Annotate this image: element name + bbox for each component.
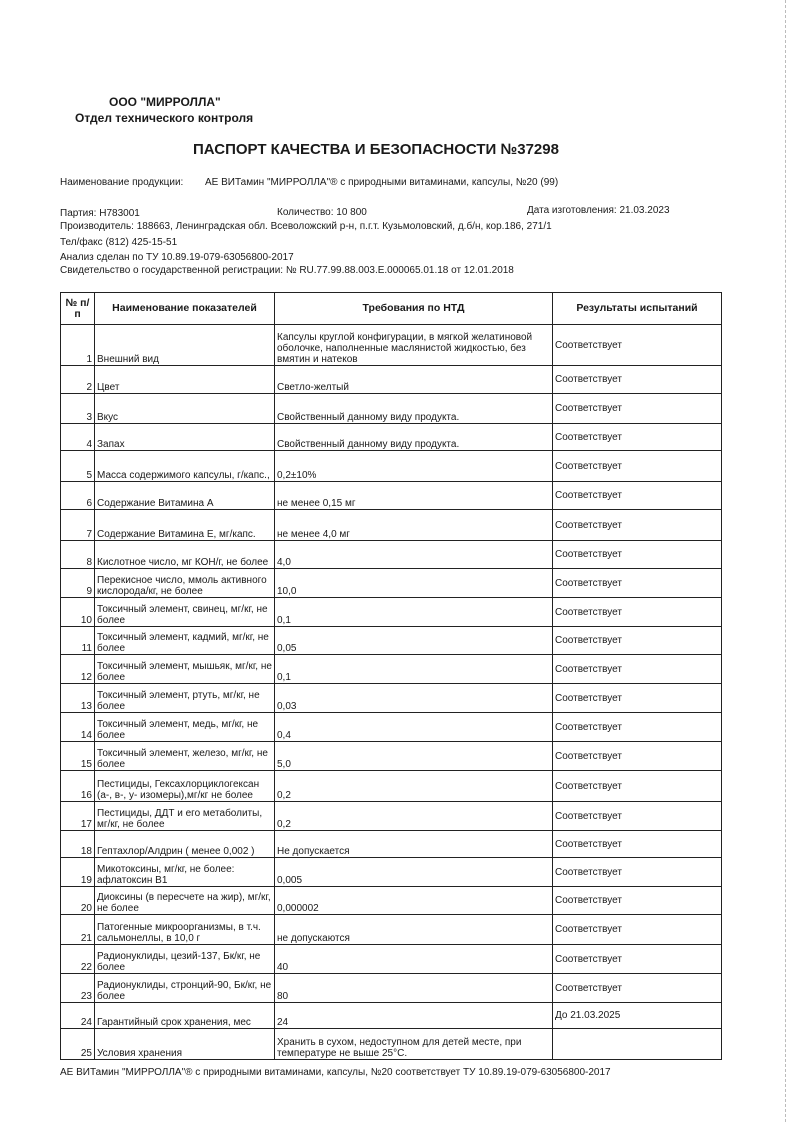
table-row (61, 627, 722, 655)
row-number: 23 (61, 974, 95, 1003)
phone-fax: Тел/факс (812) 425-15-51 (60, 237, 178, 248)
requirement-value: 24 (275, 1003, 553, 1029)
result-value: Соответствует (553, 366, 722, 394)
document-title: ПАСПОРТ КАЧЕСТВА И БЕЗОПАСНОСТИ №37298 (193, 141, 559, 158)
indicator-name: Токсичный элемент, мышьяк, мг/кг, не более (95, 655, 275, 684)
table-row (61, 831, 722, 858)
table-row (61, 510, 722, 541)
requirement-value: 10,0 (275, 569, 553, 598)
row-number: 20 (61, 887, 95, 915)
product-label: Наименование продукции: (60, 177, 184, 188)
table-row (61, 569, 722, 598)
indicator-name: Запах (95, 424, 275, 451)
row-number: 5 (61, 451, 95, 482)
table-row (61, 974, 722, 1003)
row-number: 3 (61, 394, 95, 424)
row-number: 19 (61, 858, 95, 887)
result-value: Соответствует (553, 945, 722, 974)
indicator-name: Токсичный элемент, железо, мг/кг, не более (95, 742, 275, 771)
indicator-name: Патогенные микроорганизмы, в т.ч. сальмонеллы, в 10,0 г (95, 915, 275, 945)
requirement-value: Капсулы круглой конфигурации, в мягкой желатиновой оболочке, наполненные масляниcтой жидкостью, без вмятин и натеков (275, 325, 553, 366)
indicator-name: Пестициды, Гексахлорциклогексан (а-, в-, у- изомеры),мг/кг не более (95, 771, 275, 802)
indicator-name: Диоксины (в пересчете на жир), мг/кг, не более (95, 887, 275, 915)
indicator-name: Содержание Витамина Е, мг/капс. (95, 510, 275, 541)
table-row (61, 1029, 722, 1060)
row-number: 8 (61, 541, 95, 569)
requirement-value: 0,1 (275, 598, 553, 627)
indicator-name: Кислотное число, мг КОН/г, не более (95, 541, 275, 569)
result-value: Соответствует (553, 831, 722, 858)
indicator-name: Внешний вид (95, 325, 275, 366)
company-name: ООО "МИРРОЛЛА" (109, 95, 221, 109)
result-value: Соответствует (553, 541, 722, 569)
requirement-value: 0,2 (275, 802, 553, 831)
result-value: До 21.03.2025 (553, 1003, 722, 1029)
requirement-value: 0,05 (275, 627, 553, 655)
requirement-value: 0,03 (275, 684, 553, 713)
requirement-value: Светло-желтый (275, 366, 553, 394)
indicator-name: Токсичный элемент, свинец, мг/кг, не более (95, 598, 275, 627)
requirement-value: 0,000002 (275, 887, 553, 915)
result-value: Соответствует (553, 510, 722, 541)
quality-table (60, 292, 722, 1060)
indicator-name: Гептахлор/Алдрин ( менее 0,002 ) (95, 831, 275, 858)
table-row (61, 451, 722, 482)
requirement-value: не менее 0,15 мг (275, 482, 553, 510)
table-row (61, 394, 722, 424)
header-indicator: Наименование показателей (95, 293, 275, 325)
result-value: Соответствует (553, 887, 722, 915)
indicator-name: Условия хранения (95, 1029, 275, 1060)
result-value: Соответствует (553, 598, 722, 627)
batch-number: Партия: H783001 (60, 208, 140, 219)
requirement-value: не менее 4,0 мг (275, 510, 553, 541)
indicator-name: Токсичный элемент, медь, мг/кг, не более (95, 713, 275, 742)
row-number: 25 (61, 1029, 95, 1060)
conformity-statement: АЕ ВИТамин "МИРРОЛЛА"® с природными витаминами, капсулы, №20 соответствует ТУ 10.89.19-079-63056800-2017 (60, 1067, 611, 1078)
indicator-name: Вкус (95, 394, 275, 424)
registration-certificate: Свидетельство о государственной регистрации: № RU.77.99.88.003.Е.000065.01.18 от 12.01.2018 (60, 265, 514, 276)
result-value: Соответствует (553, 394, 722, 424)
row-number: 7 (61, 510, 95, 541)
row-number: 17 (61, 802, 95, 831)
row-number: 15 (61, 742, 95, 771)
result-value: Соответствует (553, 974, 722, 1003)
requirement-value: Не допускается (275, 831, 553, 858)
table-row (61, 366, 722, 394)
requirement-value: 0,2±10% (275, 451, 553, 482)
table-row (61, 598, 722, 627)
scan-edge (785, 0, 786, 1122)
indicator-name: Токсичный элемент, ртуть, мг/кг, не более (95, 684, 275, 713)
table-header-row (61, 293, 722, 325)
analysis-standard: Анализ сделан по ТУ 10.89.19-079-63056800-2017 (60, 252, 294, 263)
requirement-value: 4,0 (275, 541, 553, 569)
result-value: Соответствует (553, 325, 722, 366)
table-row (61, 655, 722, 684)
row-number: 12 (61, 655, 95, 684)
requirement-value: 40 (275, 945, 553, 974)
table-row (61, 771, 722, 802)
indicator-name: Гарантийный срок хранения, мес (95, 1003, 275, 1029)
manufacturer-address: Производитель: 188663, Ленинградская обл. Всеволожский р-н, п.г.т. Кузьмоловский, д.б/н, кор.186, 271/1 (60, 221, 552, 232)
requirement-value: 0,1 (275, 655, 553, 684)
indicator-name: Токсичный элемент, кадмий, мг/кг, не более (95, 627, 275, 655)
row-number: 10 (61, 598, 95, 627)
table-row (61, 858, 722, 887)
result-value: Соответствует (553, 655, 722, 684)
table-row (61, 1003, 722, 1029)
requirement-value: 5,0 (275, 742, 553, 771)
row-number: 13 (61, 684, 95, 713)
indicator-name: Пестициды, ДДТ и его метаболиты, мг/кг, не более (95, 802, 275, 831)
result-value (553, 1029, 722, 1060)
requirement-value: 0,2 (275, 771, 553, 802)
result-value: Соответствует (553, 451, 722, 482)
indicator-name: Радионуклиды, цезий-137, Бк/кг, не более (95, 945, 275, 974)
table-row (61, 713, 722, 742)
table-row (61, 482, 722, 510)
quantity: Количество: 10 800 (277, 207, 367, 218)
result-value: Соответствует (553, 915, 722, 945)
requirement-value: не допускаются (275, 915, 553, 945)
row-number: 18 (61, 831, 95, 858)
department-name: Отдел технического контроля (75, 111, 254, 125)
row-number: 24 (61, 1003, 95, 1029)
result-value: Соответствует (553, 482, 722, 510)
header-requirement: Требования по НТД (275, 293, 553, 325)
row-number: 16 (61, 771, 95, 802)
result-value: Соответствует (553, 713, 722, 742)
requirement-value: 0,005 (275, 858, 553, 887)
product-value: АЕ ВИТамин "МИРРОЛЛА"® с природными витаминами, капсулы, №20 (99) (205, 177, 559, 188)
row-number: 1 (61, 325, 95, 366)
table-row (61, 541, 722, 569)
result-value: Соответствует (553, 627, 722, 655)
requirement-value: Хранить в сухом, недоступном для детей месте, при температуре не выше 25°С. (275, 1029, 553, 1060)
manufacture-date: Дата изготовления: 21.03.2023 (527, 205, 670, 216)
result-value: Соответствует (553, 802, 722, 831)
row-number: 2 (61, 366, 95, 394)
table-row (61, 915, 722, 945)
result-value: Соответствует (553, 771, 722, 802)
table-row (61, 802, 722, 831)
row-number: 9 (61, 569, 95, 598)
indicator-name: Содержание Витамина А (95, 482, 275, 510)
result-value: Соответствует (553, 742, 722, 771)
result-value: Соответствует (553, 569, 722, 598)
requirement-value: Свойственный данному виду продукта. (275, 424, 553, 451)
row-number: 6 (61, 482, 95, 510)
row-number: 11 (61, 627, 95, 655)
result-value: Соответствует (553, 858, 722, 887)
indicator-name: Перекисное число, ммоль активного кислорода/кг, не более (95, 569, 275, 598)
indicator-name: Микотоксины, мг/кг, не более: афлатоксин В1 (95, 858, 275, 887)
header-result: Результаты испытаний (553, 293, 722, 325)
table-row (61, 325, 722, 366)
table-row (61, 424, 722, 451)
requirement-value: Свойственный данному виду продукта. (275, 394, 553, 424)
row-number: 22 (61, 945, 95, 974)
table-row (61, 887, 722, 915)
requirement-value: 0,4 (275, 713, 553, 742)
indicator-name: Радионуклиды, стронций-90, Бк/кг, не более (95, 974, 275, 1003)
table-row (61, 684, 722, 713)
row-number: 21 (61, 915, 95, 945)
row-number: 4 (61, 424, 95, 451)
indicator-name: Масса содержимого капсулы, г/капс., (95, 451, 275, 482)
table-row (61, 945, 722, 974)
header-number: № п/п (61, 293, 95, 325)
requirement-value: 80 (275, 974, 553, 1003)
table-row (61, 742, 722, 771)
row-number: 14 (61, 713, 95, 742)
result-value: Соответствует (553, 424, 722, 451)
indicator-name: Цвет (95, 366, 275, 394)
result-value: Соответствует (553, 684, 722, 713)
